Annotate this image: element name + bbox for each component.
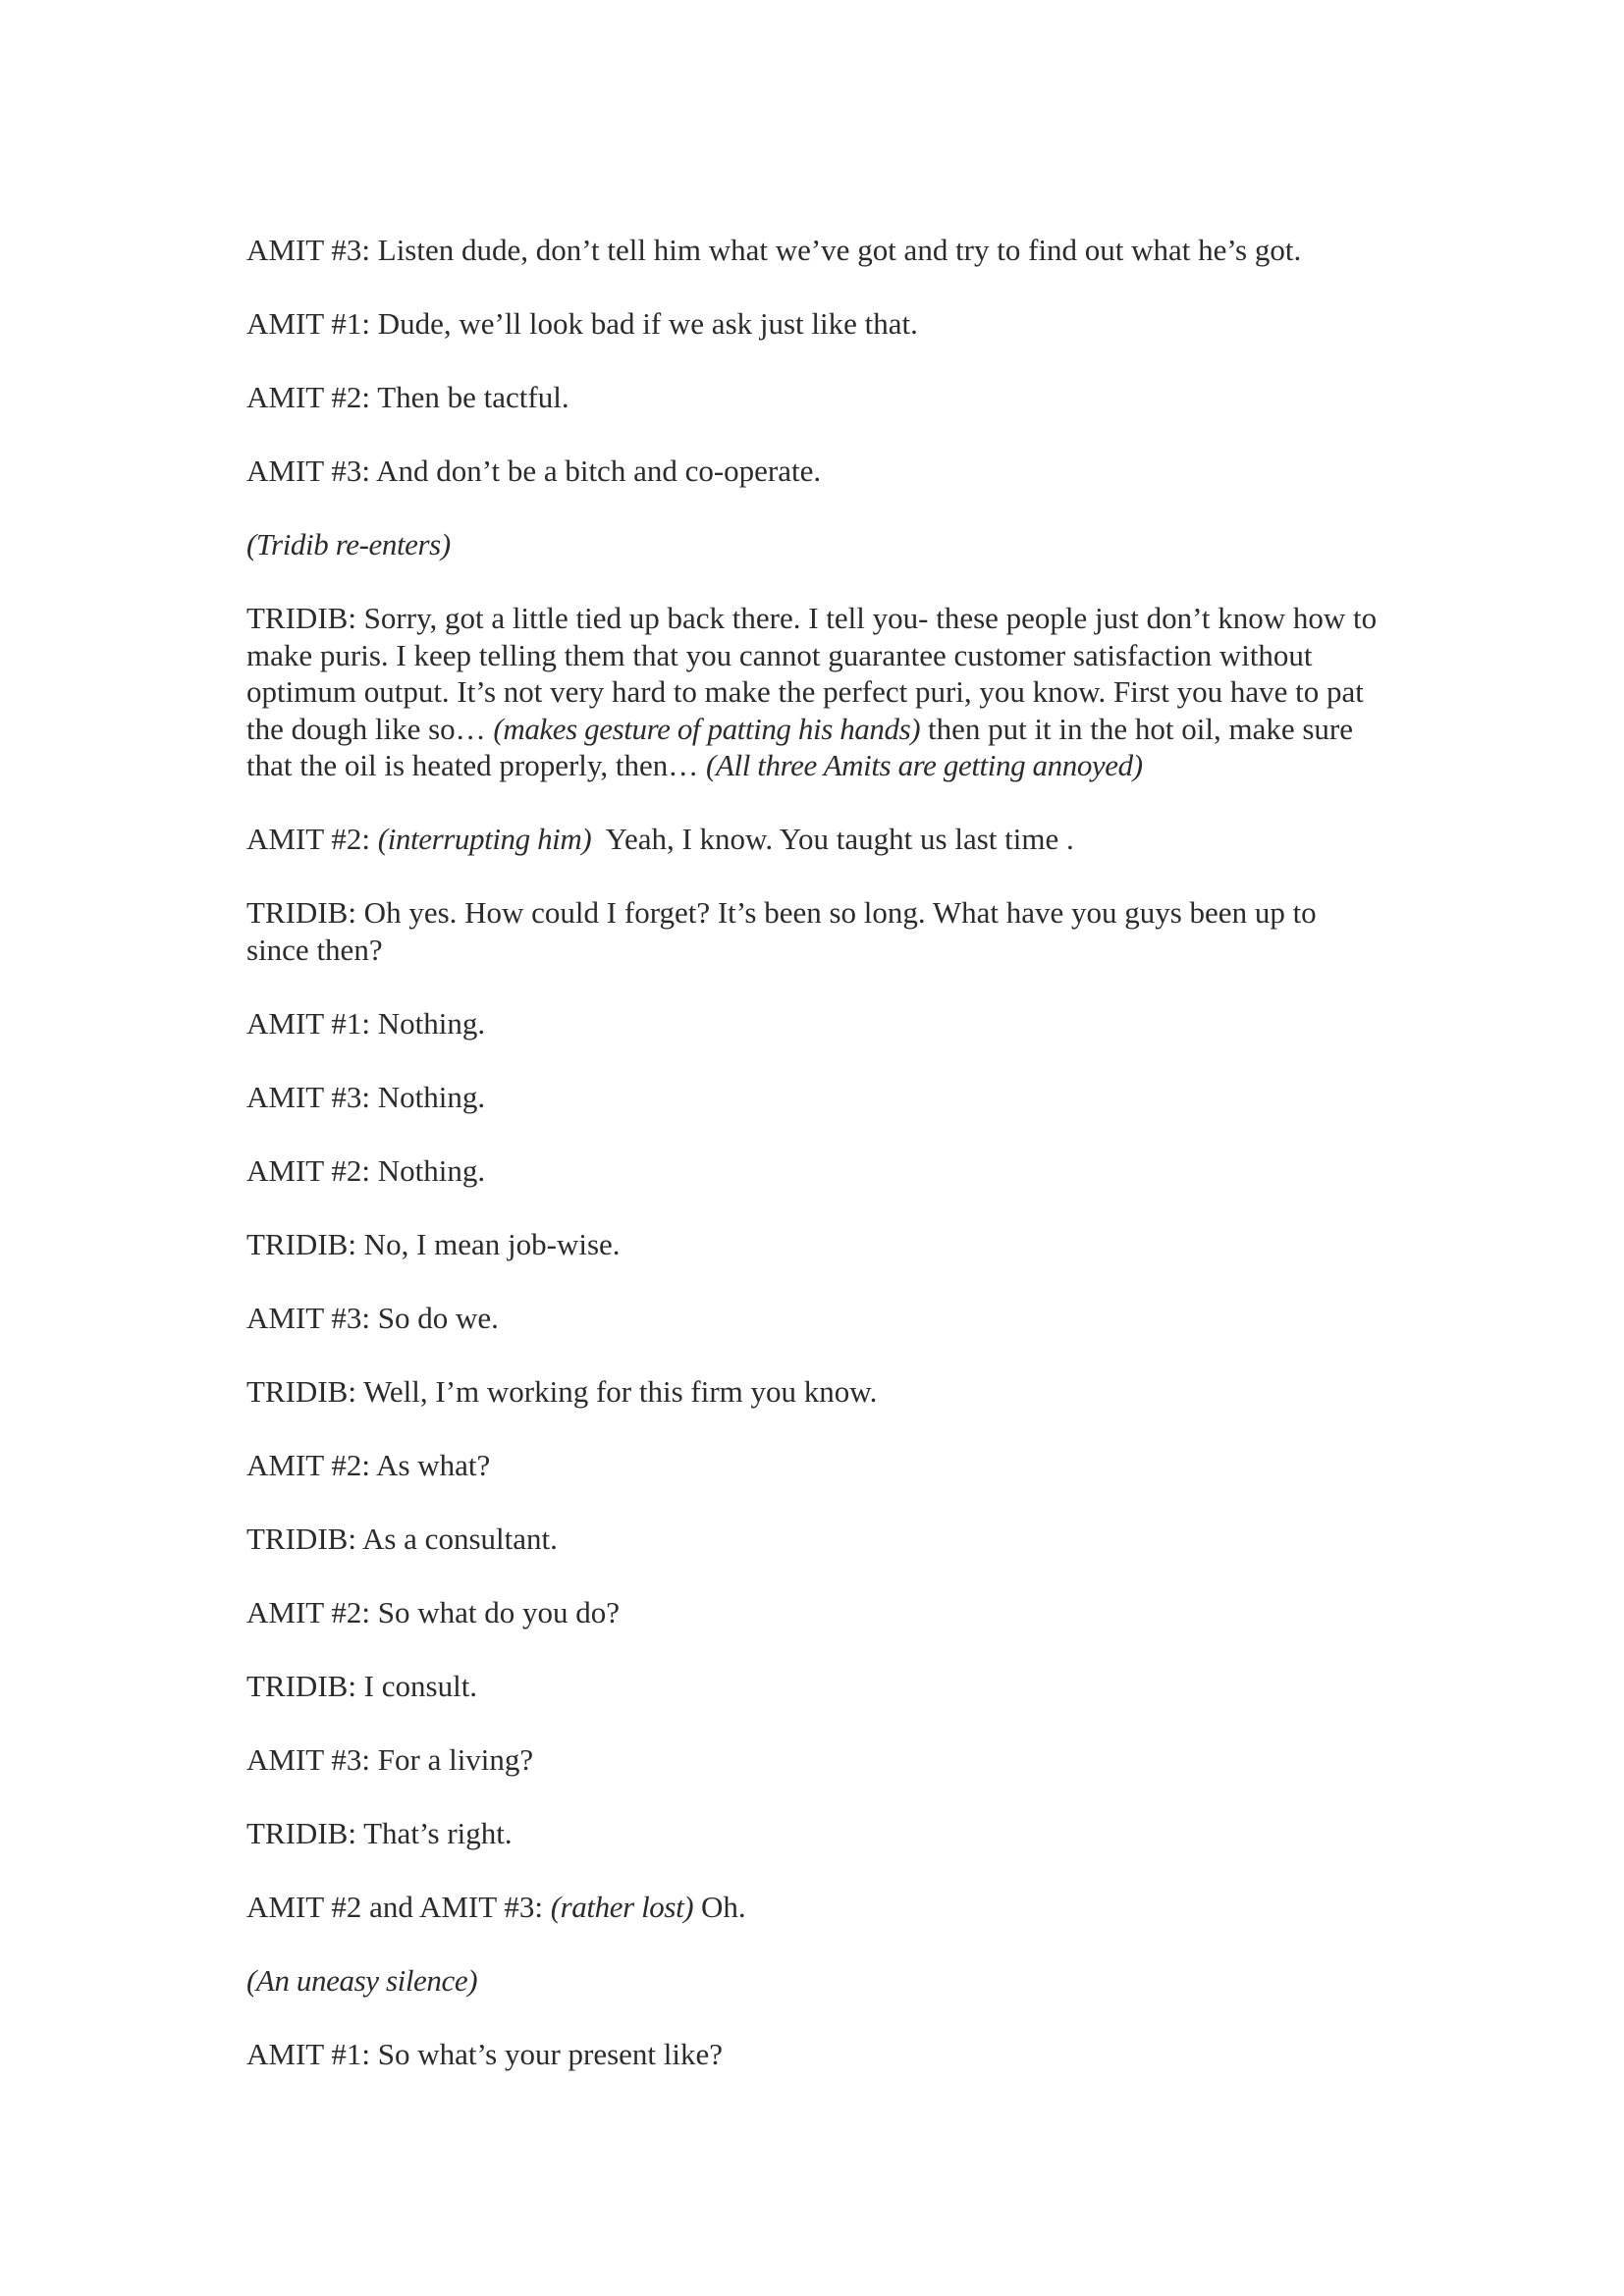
stage-direction: (makes gesture of patting his hands) — [493, 711, 921, 746]
dialogue-text: AMIT #3: For a living? — [246, 1741, 534, 1777]
script-paragraph — [246, 526, 1385, 563]
dialogue-text: TRIDIB: Sorry, got a little tied up back there. I tell you- these people just don’t know how to make puris. I keep telling them that you cannot guarantee customer satisfaction without optimum output. It’s not very hard to make the perfect puri, you know. First you have to pat the dough like so… — [246, 601, 1384, 746]
script-paragraph — [246, 1300, 1385, 1337]
script-paragraph — [246, 1668, 1385, 1705]
dialogue-text: TRIDIB: As a consultant. — [246, 1521, 558, 1556]
dialogue-text: TRIDIB: Oh yes. How could I forget? It’s been so long. What have you guys been up to since then? — [246, 895, 1325, 967]
stage-direction: (Tridib re-enters) — [246, 527, 451, 561]
script-paragraph — [246, 600, 1385, 784]
dialogue-text: AMIT #3: Nothing. — [246, 1079, 486, 1114]
stage-direction: (interrupting him) — [377, 822, 592, 856]
script-paragraph — [246, 232, 1385, 269]
dialogue-text: AMIT #3: And don’t be a bitch and co-operate. — [246, 454, 822, 488]
dialogue-text: AMIT #2: As what? — [246, 1447, 491, 1482]
dialogue-text: Oh. — [693, 1889, 746, 1924]
script-paragraph — [246, 453, 1385, 490]
script-paragraph — [246, 1005, 1385, 1042]
dialogue-text: AMIT #2: Then be tactful. — [246, 380, 569, 414]
dialogue-text: TRIDIB: Well, I’m working for this firm you know. — [246, 1373, 878, 1409]
dialogue-text: AMIT #2: Nothing. — [246, 1152, 486, 1188]
script-paragraph — [246, 821, 1385, 858]
script-paragraph — [246, 1152, 1385, 1190]
script-paragraph — [246, 1447, 1385, 1484]
script-paragraph — [246, 305, 1385, 343]
dialogue-text: TRIDIB: That’s right. — [246, 1815, 513, 1850]
dialogue-text: AMIT #3: So do we. — [246, 1300, 499, 1335]
stage-direction: (An uneasy silence) — [246, 1962, 478, 1998]
dialogue-text: Yeah, I know. You taught us last time . — [591, 822, 1074, 856]
script-paragraph — [246, 1962, 1385, 2000]
dialogue-text: TRIDIB: I consult. — [246, 1668, 478, 1703]
dialogue-text: TRIDIB: No, I mean job-wise. — [246, 1226, 621, 1261]
dialogue-text: then put it in the hot oil, make sure that the oil is heated properly, then… — [246, 711, 1361, 782]
script-paragraph — [246, 1373, 1385, 1411]
script-paragraph — [246, 1741, 1385, 1779]
script-body — [246, 232, 1385, 2109]
script-paragraph — [246, 1889, 1385, 1926]
dialogue-text: AMIT #1: Nothing. — [246, 1005, 486, 1041]
dialogue-text: AMIT #2: — [246, 822, 378, 856]
script-paragraph — [246, 1521, 1385, 1558]
script-paragraph — [246, 1226, 1385, 1263]
dialogue-text: AMIT #1: Dude, we’ll look bad if we ask just like that. — [246, 306, 918, 341]
script-paragraph — [246, 379, 1385, 416]
script-paragraph — [246, 1079, 1385, 1116]
dialogue-text: AMIT #2: So what do you do? — [246, 1594, 621, 1629]
script-paragraph — [246, 1594, 1385, 1631]
dialogue-text: AMIT #2 and AMIT #3: — [246, 1889, 551, 1924]
script-paragraph — [246, 1815, 1385, 1852]
stage-direction: (rather lost) — [550, 1889, 694, 1924]
script-paragraph — [246, 2036, 1385, 2073]
dialogue-text: AMIT #1: So what’s your present like? — [246, 2036, 724, 2071]
stage-direction: (All three Amits are getting annoyed) — [706, 748, 1143, 782]
script-paragraph — [246, 894, 1385, 968]
dialogue-text: AMIT #3: Listen dude, don’t tell him what we’ve got and try to find out what he’s got. — [246, 233, 1302, 267]
